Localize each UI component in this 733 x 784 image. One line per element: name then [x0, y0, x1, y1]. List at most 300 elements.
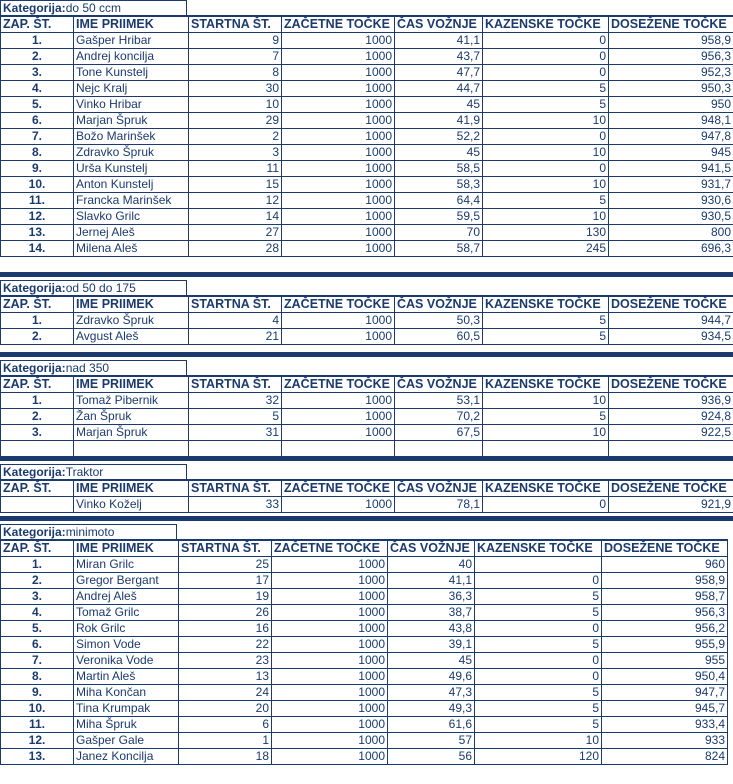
table-cell[interactable]	[282, 441, 395, 457]
category-name: Traktor	[65, 465, 104, 479]
table-cell[interactable]: 5	[483, 409, 609, 425]
table-cell[interactable]: 936,9	[609, 393, 733, 409]
table-cell[interactable]: 1000	[282, 33, 395, 49]
category-name: minimoto	[65, 525, 115, 539]
table-cell[interactable]: 5	[483, 193, 609, 209]
category-header	[0, 280, 187, 296]
table-cell[interactable]: 5	[189, 409, 282, 425]
table-row	[1, 685, 728, 701]
table-cell[interactable]: Martin Aleš	[74, 669, 179, 685]
table-cell[interactable]: 41,1	[388, 573, 475, 589]
table-cell[interactable]: 1.	[1, 557, 74, 573]
table-cell[interactable]: 3.	[1, 589, 74, 605]
table-cell[interactable]: 1000	[282, 193, 395, 209]
table-cell[interactable]: 3	[189, 145, 282, 161]
table-cell[interactable]: 2	[189, 129, 282, 145]
table-cell[interactable]	[189, 441, 282, 457]
table-cell[interactable]: 5	[483, 97, 609, 113]
table-cell[interactable]: 52,2	[395, 129, 483, 145]
table-cell[interactable]: Francka Marinšek	[74, 193, 189, 209]
table-cell[interactable]: 10	[189, 97, 282, 113]
table-cell[interactable]: 30	[189, 81, 282, 97]
table-cell[interactable]: 947,8	[609, 129, 733, 145]
table-row	[1, 241, 733, 257]
table-row	[1, 113, 733, 129]
table-cell[interactable]: 945,7	[602, 701, 728, 717]
table-cell[interactable]: 1000	[282, 145, 395, 161]
column-header: ZAP. ŠT.	[1, 540, 74, 557]
column-header: KAZENSKE TOČKE	[483, 16, 609, 33]
table-cell[interactable]: 0	[483, 129, 609, 145]
table-cell[interactable]: 1000	[282, 329, 395, 345]
table-cell[interactable]: Tomaž Pibernik	[74, 393, 189, 409]
table-cell[interactable]: 0	[475, 653, 602, 669]
table-cell[interactable]: 955	[602, 653, 728, 669]
column-header: DOSEŽENE TOČKE	[609, 376, 733, 393]
table-cell[interactable]: Gašper Gale	[74, 733, 179, 749]
table-cell[interactable]: 45	[388, 653, 475, 669]
table-cell[interactable]: 950,4	[602, 669, 728, 685]
table-row	[1, 313, 733, 329]
column-header: IME PRIIMEK	[74, 16, 189, 33]
column-header: ČAS VOŽNJE	[395, 296, 483, 313]
column-header: STARTNA ŠT.	[179, 540, 272, 557]
table-cell[interactable]: 3.	[1, 65, 74, 81]
table-cell[interactable]: 10	[483, 393, 609, 409]
column-header: DOSEŽENE TOČKE	[602, 540, 728, 557]
column-header: DOSEŽENE TOČKE	[609, 480, 733, 497]
table-cell[interactable]: 60,5	[395, 329, 483, 345]
table-row	[1, 669, 728, 685]
table-cell[interactable]: 1000	[272, 669, 388, 685]
table-cell[interactable]: 10.	[1, 701, 74, 717]
table-row	[1, 441, 733, 457]
table-cell[interactable]: 41,1	[395, 33, 483, 49]
table-row	[1, 701, 728, 717]
table-cell[interactable]: 956,2	[602, 621, 728, 637]
table-row	[1, 653, 728, 669]
table-cell[interactable]: 1000	[272, 717, 388, 733]
column-header: ZAČETNE TOČKE	[282, 480, 395, 497]
table-cell[interactable]: Milena Aleš	[74, 241, 189, 257]
table-row	[1, 497, 733, 513]
table-cell[interactable]: 43,7	[395, 49, 483, 65]
table-cell[interactable]: 58,3	[395, 177, 483, 193]
table-cell[interactable]	[475, 557, 602, 573]
table-cell[interactable]: 945	[609, 145, 733, 161]
table-cell[interactable]: 24	[179, 685, 272, 701]
table-row	[1, 129, 733, 145]
table-cell[interactable]: Andrej koncilja	[74, 49, 189, 65]
table-cell[interactable]: 1000	[272, 749, 388, 765]
table-cell[interactable]: 924,8	[609, 409, 733, 425]
table-cell[interactable]: 2.	[1, 329, 74, 345]
table-cell[interactable]: 40	[388, 557, 475, 573]
table-cell[interactable]: 21	[189, 329, 282, 345]
table-cell[interactable]: 1000	[282, 97, 395, 113]
table-cell[interactable]: Anton Kunstelj	[74, 177, 189, 193]
table-cell[interactable]: 930,6	[609, 193, 733, 209]
table-cell[interactable]: 7	[189, 49, 282, 65]
column-header: KAZENSKE TOČKE	[475, 540, 602, 557]
table-cell[interactable]: 696,3	[609, 241, 733, 257]
table-cell[interactable]: 944,7	[609, 313, 733, 329]
table-cell[interactable]: 1000	[272, 557, 388, 573]
table-cell[interactable]: 67,5	[395, 425, 483, 441]
table-cell[interactable]: Miha Špruk	[74, 717, 179, 733]
table-cell[interactable]: 29	[189, 113, 282, 129]
category-label: Kategorija:	[3, 465, 66, 479]
category-name: nad 350	[65, 361, 110, 375]
table-cell[interactable]: 9	[189, 33, 282, 49]
table-cell[interactable]: 5.	[1, 621, 74, 637]
table-cell[interactable]: Marjan Špruk	[74, 113, 189, 129]
table-cell[interactable]: 1000	[282, 313, 395, 329]
table-row	[1, 621, 728, 637]
table-cell[interactable]: Slavko Grilc	[74, 209, 189, 225]
table-row	[1, 637, 728, 653]
table-cell[interactable]: Tone Kunstelj	[74, 65, 189, 81]
table-cell[interactable]: 3.	[1, 425, 74, 441]
table-cell[interactable]: 25	[179, 557, 272, 573]
table-cell[interactable]: 1000	[282, 65, 395, 81]
table-cell[interactable]: Simon Vode	[74, 637, 179, 653]
table-cell[interactable]: Janez Koncilja	[74, 749, 179, 765]
table-cell[interactable]	[609, 441, 733, 457]
table-cell[interactable]: 38,7	[388, 605, 475, 621]
table-cell[interactable]: 933	[602, 733, 728, 749]
table-cell[interactable]: 1000	[282, 113, 395, 129]
table-cell[interactable]: 948,1	[609, 113, 733, 129]
table-cell[interactable]: 7.	[1, 653, 74, 669]
table-cell[interactable]: 1000	[282, 393, 395, 409]
table-cell[interactable]: 39,1	[388, 637, 475, 653]
table-cell[interactable]	[1, 441, 74, 457]
column-header: ZAP. ŠT.	[1, 296, 74, 313]
table-row	[1, 145, 733, 161]
table-cell[interactable]: 958,9	[609, 33, 733, 49]
table-cell[interactable]: 17	[179, 573, 272, 589]
table-cell[interactable]: 0	[483, 49, 609, 65]
header-row	[1, 296, 733, 313]
table-cell[interactable]: 56	[388, 749, 475, 765]
table-cell[interactable]: 1	[179, 733, 272, 749]
table-cell[interactable]: 5	[475, 685, 602, 701]
table-cell[interactable]: 36,3	[388, 589, 475, 605]
section-divider	[0, 272, 733, 277]
table-row	[1, 49, 733, 65]
table-cell[interactable]: 824	[602, 749, 728, 765]
table-row	[1, 97, 733, 113]
table-row	[1, 65, 733, 81]
table-cell[interactable]: 8	[189, 65, 282, 81]
table-row	[1, 749, 728, 765]
category-header	[0, 464, 187, 480]
table-cell[interactable]: 31	[189, 425, 282, 441]
table-cell[interactable]: 960	[602, 557, 728, 573]
table-cell[interactable]: 4.	[1, 81, 74, 97]
table-cell[interactable]: 18	[179, 749, 272, 765]
table-cell[interactable]: 941,5	[609, 161, 733, 177]
table-cell[interactable]: 120	[475, 749, 602, 765]
table-cell[interactable]: 1000	[282, 177, 395, 193]
table-cell[interactable]: 8.	[1, 145, 74, 161]
table-row	[1, 557, 728, 573]
table-cell[interactable]: 1000	[272, 573, 388, 589]
table-cell[interactable]: Miha Končan	[74, 685, 179, 701]
section-divider	[0, 352, 733, 357]
table-cell[interactable]: 1000	[282, 49, 395, 65]
table-cell[interactable]: 933,4	[602, 717, 728, 733]
table-cell[interactable]: 14	[189, 209, 282, 225]
results-table	[0, 539, 728, 765]
table-cell[interactable]: 4	[189, 313, 282, 329]
table-cell[interactable]: 14.	[1, 241, 74, 257]
table-cell[interactable]: 5.	[1, 97, 74, 113]
column-header: ZAČETNE TOČKE	[282, 296, 395, 313]
table-cell[interactable]: Andrej Aleš	[74, 589, 179, 605]
table-cell[interactable]: 1000	[272, 653, 388, 669]
table-cell[interactable]: 70,2	[395, 409, 483, 425]
column-header: IME PRIIMEK	[74, 376, 189, 393]
table-cell[interactable]: 20	[179, 701, 272, 717]
table-cell[interactable]: 78,1	[395, 497, 483, 513]
table-cell[interactable]: 11	[189, 161, 282, 177]
table-cell[interactable]: 0	[483, 65, 609, 81]
table-cell[interactable]: Rok Grilc	[74, 621, 179, 637]
table-cell[interactable]: 27	[189, 225, 282, 241]
table-cell[interactable]: 10	[475, 733, 602, 749]
table-cell[interactable]: 5	[475, 701, 602, 717]
table-cell[interactable]: Božo Marinšek	[74, 129, 189, 145]
table-cell[interactable]: 1000	[282, 209, 395, 225]
table-cell[interactable]: 49,3	[388, 701, 475, 717]
table-cell[interactable]: 0	[475, 669, 602, 685]
results-table	[0, 15, 733, 257]
table-cell[interactable]: 0	[475, 573, 602, 589]
table-cell[interactable]: 12.	[1, 209, 74, 225]
table-cell[interactable]: 6.	[1, 637, 74, 653]
table-cell[interactable]: 13.	[1, 225, 74, 241]
table-cell[interactable]: 6	[179, 717, 272, 733]
table-cell[interactable]: Miran Grilc	[74, 557, 179, 573]
table-cell[interactable]: Nejc Kralj	[74, 81, 189, 97]
table-cell[interactable]: Gašper Hribar	[74, 33, 189, 49]
table-cell[interactable]: 1000	[272, 733, 388, 749]
table-cell[interactable]: 0	[483, 33, 609, 49]
header-row	[1, 540, 728, 557]
table-cell[interactable]: 947,7	[602, 685, 728, 701]
table-cell[interactable]: 1000	[282, 409, 395, 425]
table-cell[interactable]: 10	[483, 145, 609, 161]
table-cell[interactable]: 1000	[282, 225, 395, 241]
table-cell[interactable]: 70	[395, 225, 483, 241]
table-cell[interactable]: 58,5	[395, 161, 483, 177]
table-cell[interactable]: 1000	[282, 161, 395, 177]
table-cell[interactable]: 15	[189, 177, 282, 193]
table-cell[interactable]: 61,6	[388, 717, 475, 733]
table-cell[interactable]: Zdravko Špruk	[74, 145, 189, 161]
table-row	[1, 589, 728, 605]
table-cell[interactable]: 5	[475, 589, 602, 605]
column-header: ZAČETNE TOČKE	[272, 540, 388, 557]
table-cell[interactable]: 26	[179, 605, 272, 621]
table-cell[interactable]: Gregor Bergant	[74, 573, 179, 589]
table-cell[interactable]: 9.	[1, 685, 74, 701]
table-cell[interactable]: 4.	[1, 605, 74, 621]
table-row	[1, 161, 733, 177]
table-cell[interactable]: 47,7	[395, 65, 483, 81]
table-cell[interactable]: 5	[483, 329, 609, 345]
table-cell[interactable]: 1000	[272, 605, 388, 621]
column-header: ZAP. ŠT.	[1, 480, 74, 497]
table-cell[interactable]: 16	[179, 621, 272, 637]
table-cell[interactable]: 1000	[272, 637, 388, 653]
table-cell[interactable]: 934,5	[609, 329, 733, 345]
table-cell[interactable]: Vinko Hribar	[74, 97, 189, 113]
table-cell[interactable]: 50,3	[395, 313, 483, 329]
column-header: STARTNA ŠT.	[189, 480, 282, 497]
table-cell[interactable]: Tomaž Grilc	[74, 605, 179, 621]
table-cell[interactable]: 10	[483, 177, 609, 193]
table-cell[interactable]: 950	[609, 97, 733, 113]
table-cell[interactable]: 10	[483, 425, 609, 441]
table-cell[interactable]: Marjan Špruk	[74, 425, 189, 441]
column-header: ZAČETNE TOČKE	[282, 376, 395, 393]
table-cell[interactable]: 958,9	[602, 573, 728, 589]
table-row	[1, 605, 728, 621]
table-cell[interactable]: 956,3	[609, 49, 733, 65]
table-cell[interactable]: 6.	[1, 113, 74, 129]
table-cell[interactable]: 130	[483, 225, 609, 241]
table-cell[interactable]: 10.	[1, 177, 74, 193]
table-cell[interactable]: 64,4	[395, 193, 483, 209]
table-cell[interactable]: 955,9	[602, 637, 728, 653]
column-header: ČAS VOŽNJE	[395, 376, 483, 393]
table-cell[interactable]: 33	[189, 497, 282, 513]
table-cell[interactable]: 13	[179, 669, 272, 685]
table-cell[interactable]: 958,7	[602, 589, 728, 605]
table-cell[interactable]: 0	[475, 621, 602, 637]
table-cell[interactable]: 10	[483, 209, 609, 225]
table-cell[interactable]: 9.	[1, 161, 74, 177]
table-cell[interactable]: 1000	[282, 241, 395, 257]
table-cell[interactable]: 32	[189, 393, 282, 409]
table-cell[interactable]: 23	[179, 653, 272, 669]
table-cell[interactable]: 922,5	[609, 425, 733, 441]
table-cell[interactable]: Urša Kunstelj	[74, 161, 189, 177]
table-cell[interactable]: 12.	[1, 733, 74, 749]
table-cell[interactable]: 8.	[1, 669, 74, 685]
table-cell[interactable]: 1000	[272, 621, 388, 637]
table-cell[interactable]: 45	[395, 145, 483, 161]
table-cell[interactable]: Veronika Vode	[74, 653, 179, 669]
table-cell[interactable]: 1.	[1, 33, 74, 49]
table-cell[interactable]: 12	[189, 193, 282, 209]
column-header: ZAČETNE TOČKE	[282, 16, 395, 33]
header-row	[1, 480, 733, 497]
table-cell[interactable]: 11.	[1, 717, 74, 733]
table-cell[interactable]: 930,5	[609, 209, 733, 225]
table-cell[interactable]: 1000	[272, 589, 388, 605]
table-cell[interactable]: 1000	[282, 81, 395, 97]
column-header: ČAS VOŽNJE	[395, 480, 483, 497]
table-cell[interactable]: 800	[609, 225, 733, 241]
column-header: STARTNA ŠT.	[189, 16, 282, 33]
table-cell[interactable]: Tina Krumpak	[74, 701, 179, 717]
table-cell[interactable]: 49,6	[388, 669, 475, 685]
table-cell[interactable]: 44,7	[395, 81, 483, 97]
table-cell[interactable]: 53,1	[395, 393, 483, 409]
header-row	[1, 16, 733, 33]
table-cell[interactable]: 57	[388, 733, 475, 749]
table-cell[interactable]: Zdravko Špruk	[74, 313, 189, 329]
table-cell[interactable]: 245	[483, 241, 609, 257]
table-cell[interactable]: 0	[483, 161, 609, 177]
table-row	[1, 193, 733, 209]
table-cell[interactable]: 0	[483, 497, 609, 513]
table-cell[interactable]: 58,7	[395, 241, 483, 257]
table-cell[interactable]	[483, 441, 609, 457]
table-cell[interactable]: 1000	[282, 129, 395, 145]
table-row	[1, 329, 733, 345]
table-cell[interactable]	[74, 441, 189, 457]
table-cell[interactable]: 950,3	[609, 81, 733, 97]
table-cell[interactable]: 43,8	[388, 621, 475, 637]
table-cell[interactable]: 47,3	[388, 685, 475, 701]
table-cell[interactable]: Avgust Aleš	[74, 329, 189, 345]
table-cell[interactable]	[1, 497, 74, 513]
table-cell[interactable]: 5	[475, 717, 602, 733]
table-cell[interactable]: 956,3	[602, 605, 728, 621]
table-cell[interactable]: 5	[483, 313, 609, 329]
table-cell[interactable]: 2.	[1, 573, 74, 589]
table-cell[interactable]: 59,5	[395, 209, 483, 225]
table-row	[1, 33, 733, 49]
table-cell[interactable]: 5	[475, 605, 602, 621]
table-cell[interactable]: 19	[179, 589, 272, 605]
table-cell[interactable]: 22	[179, 637, 272, 653]
table-cell[interactable]: 1000	[272, 685, 388, 701]
table-cell[interactable]: 41,9	[395, 113, 483, 129]
table-cell[interactable]: 921,9	[609, 497, 733, 513]
table-cell[interactable]: 952,3	[609, 65, 733, 81]
table-cell[interactable]: 11.	[1, 193, 74, 209]
table-cell[interactable]: 2.	[1, 409, 74, 425]
table-cell[interactable]: 10	[483, 113, 609, 129]
table-cell[interactable]: 45	[395, 97, 483, 113]
table-cell[interactable]: 13.	[1, 749, 74, 765]
column-header: KAZENSKE TOČKE	[483, 296, 609, 313]
table-cell[interactable]: 5	[475, 637, 602, 653]
table-cell[interactable]: Jernej Aleš	[74, 225, 189, 241]
table-cell[interactable]: 931,7	[609, 177, 733, 193]
table-cell[interactable]: Vinko Koželj	[74, 497, 189, 513]
table-cell[interactable]: 1000	[282, 497, 395, 513]
table-row	[1, 573, 728, 589]
table-cell[interactable]: 2.	[1, 49, 74, 65]
table-cell[interactable]: 1000	[282, 425, 395, 441]
table-cell[interactable]: 1.	[1, 313, 74, 329]
table-cell[interactable]: 5	[483, 81, 609, 97]
table-cell[interactable]: 1.	[1, 393, 74, 409]
table-cell[interactable]: 1000	[272, 701, 388, 717]
table-cell[interactable]: Žan Špruk	[74, 409, 189, 425]
table-cell[interactable]: 7.	[1, 129, 74, 145]
column-header: ČAS VOŽNJE	[388, 540, 475, 557]
table-cell[interactable]	[395, 441, 483, 457]
table-cell[interactable]: 28	[189, 241, 282, 257]
